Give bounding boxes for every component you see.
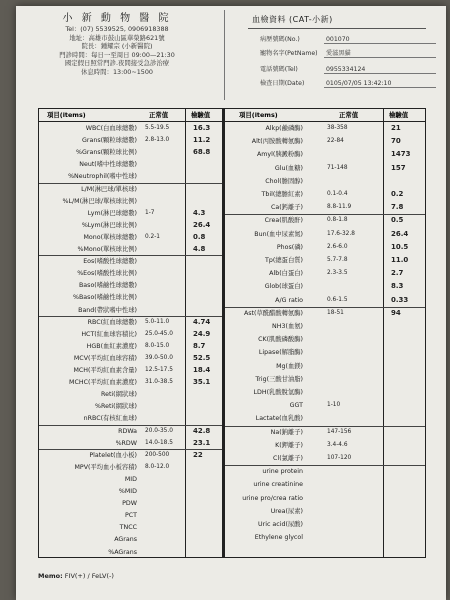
right-result-row (39, 493, 425, 504)
clinic-director: 院長：鍾耀宗 (小新醫院) (81, 42, 153, 51)
left-result-range: 0.2-1 (145, 233, 160, 240)
right-result-row (39, 136, 425, 147)
clinic-rest: 休息時間：13:00~1500 (81, 67, 153, 76)
right-result-value: 157 (391, 163, 406, 172)
results-table (38, 108, 426, 558)
right-result-item: Glob(球蛋白) (264, 283, 303, 291)
right-result-item: LDH(乳酸脫氫酶) (253, 389, 303, 396)
left-result-row (39, 547, 425, 558)
left-result-value: 4.3 (193, 208, 206, 217)
record-title: 血檢資料 (CAT-小新) (252, 15, 333, 24)
right-result-row (39, 479, 425, 490)
right-result-range: 3.4-4.6 (327, 441, 348, 448)
right-result-item: Ast(草酰醋酸轉氨酶) (243, 309, 303, 317)
left-result-item: WBC(白血球總數) (85, 125, 137, 132)
right-result-range: 2.6-6.0 (327, 243, 348, 250)
left-result-item: %Lym(淋巴球比例) (81, 221, 137, 229)
left-result-value: 24.9 (193, 329, 211, 338)
left-result-item: MPV(平均血小板容積) (74, 463, 137, 471)
report-sheet (16, 6, 446, 600)
right-result-row (39, 387, 425, 398)
right-result-value: 70 (391, 137, 401, 146)
clinic-phone: Tel：(07) 5539525, 0906918388 (65, 25, 169, 33)
right-result-item: Na(鈉離子) (270, 428, 303, 436)
right-result-value: 8.3 (391, 282, 404, 291)
right-result-item: Ca(鈣離子) (270, 204, 303, 212)
left-result-value: 26.4 (193, 220, 211, 229)
right-result-row (39, 176, 425, 187)
left-result-item: Grans(顆粒球總數) (82, 137, 137, 145)
right-result-row (39, 532, 425, 543)
left-result-range: 2.8-13.0 (145, 137, 170, 144)
left-result-item: MCH(平均紅血素含量) (73, 367, 137, 374)
left-header-range: 正常值 (149, 111, 169, 119)
right-result-item: NH3(血氨) (272, 323, 303, 330)
right-result-row (39, 268, 425, 279)
right-result-item: Ethylene glycol (254, 534, 303, 542)
right-result-row (39, 361, 425, 372)
clinic-info (22, 12, 212, 77)
right-result-value: 94 (391, 308, 401, 317)
left-result-item: AGrans (114, 536, 137, 544)
right-result-row (39, 347, 425, 358)
left-result-value: 4.8 (193, 245, 206, 253)
record-field-no: 病歷號碼(No.) 001070 (260, 34, 450, 44)
left-result-item: MCV(平均紅血球容積) (73, 354, 137, 362)
left-result-value: 18.4 (193, 366, 211, 374)
right-result-row (39, 440, 425, 451)
right-result-item: Mg(血鎂) (276, 362, 303, 370)
left-header-value: 檢驗值 (191, 111, 211, 119)
right-result-item: urine protein (262, 468, 303, 476)
right-result-row (39, 163, 425, 174)
left-result-item: RBC(紅血球總數) (87, 318, 137, 326)
right-result-range: 0.8-1.8 (327, 217, 348, 224)
right-group-divider (225, 307, 425, 308)
right-result-item: CK(肌酸磷酸酶) (258, 336, 303, 344)
right-result-value: 2.7 (391, 269, 404, 278)
left-result-value: 68.8 (193, 148, 211, 157)
left-result-item: %Mono(單核球比例) (77, 246, 137, 253)
right-result-row (39, 202, 425, 213)
left-result-range: 5.5-19.5 (145, 125, 170, 131)
right-result-row (39, 229, 425, 240)
right-result-item: Lactate(血乳酸) (255, 415, 303, 423)
left-result-item: %RDW (115, 439, 137, 447)
right-result-item: Alt(丙胺酸轉氨酶) (251, 138, 303, 146)
left-result-value: 11.2 (193, 136, 211, 145)
right-result-value: 11.0 (391, 256, 409, 264)
left-result-range: 12.5-17.5 (145, 367, 173, 373)
left-result-value: 52.5 (193, 353, 211, 362)
left-result-value: 22 (193, 450, 203, 459)
report-header (16, 6, 446, 106)
right-result-range: 2.3-3.5 (327, 270, 348, 277)
left-result-item: TNCC (119, 524, 137, 532)
left-group-divider (39, 425, 222, 426)
left-result-item: %L/M(淋巴球/單核球比例) (62, 197, 137, 205)
right-result-item: Glu(血糖) (274, 164, 303, 172)
right-result-item: Amyl(胰澱粉酶) (256, 151, 303, 159)
left-result-item: %Eos(嗜酸性球比例) (77, 270, 137, 278)
right-result-range: 71-148 (327, 164, 348, 171)
left-result-item: HCT(紅血球容積比) (81, 330, 137, 338)
memo-label: Memo: (38, 572, 63, 580)
right-group-divider (225, 426, 425, 427)
left-result-item: %Baso(嗜鹼性球比例) (73, 294, 137, 302)
left-result-item: Mono(單核球總數) (83, 233, 137, 241)
left-result-item: %Neutrophil(嗜中性球) (68, 173, 137, 181)
left-result-item: %MID (118, 488, 137, 495)
right-result-item: Bun(血中尿素氮) (254, 230, 303, 238)
right-result-range: 18-51 (327, 309, 344, 316)
right-result-item: Chol(膽固醇) (265, 177, 303, 185)
left-result-item: HGB(血紅素濃度) (86, 342, 137, 350)
right-result-item: K(鉀離子) (275, 441, 303, 449)
right-header-range: 正常值 (339, 111, 359, 119)
right-result-item: Uric acid(尿酸) (258, 521, 303, 528)
left-result-item: L/M(淋巴球/單核球) (81, 185, 137, 193)
left-result-item: Reti(網狀球) (101, 391, 137, 399)
right-result-row (39, 149, 425, 160)
left-result-item: %Grans(顆粒球比例) (76, 149, 137, 157)
left-result-range: 31.0-38.5 (145, 379, 173, 386)
right-result-item: Tbil(總膽紅素) (261, 191, 303, 198)
right-result-row (39, 189, 425, 200)
clinic-hours: 門診時間：每日一至周日 09:00—21:30 (59, 50, 175, 59)
right-result-item: A/G ratio (275, 296, 303, 304)
right-result-row (39, 506, 425, 517)
right-result-value: 26.4 (391, 229, 409, 238)
header-divider (224, 10, 225, 100)
left-result-range: 200-500 (145, 451, 170, 458)
left-result-value: 4.74 (193, 317, 211, 326)
right-result-value: 21 (391, 124, 401, 132)
right-result-value: 0.2 (391, 190, 404, 198)
right-result-row (39, 334, 425, 345)
right-result-row (39, 374, 425, 385)
left-result-item: Eos(嗜酸性球總數) (83, 258, 137, 266)
left-result-value: 8.7 (193, 341, 206, 350)
right-result-value: 0.33 (391, 295, 409, 304)
right-result-value: 0.5 (391, 216, 404, 225)
left-result-value: 0.8 (193, 232, 206, 241)
right-result-row (39, 281, 425, 292)
left-result-item: PDW (122, 500, 137, 508)
record-field-date: 檢查日期(Date) 0105/07/05 13:42:10 (260, 78, 450, 88)
right-result-item: urine creatinine (253, 481, 303, 489)
left-result-range: 39.0-50.0 (145, 354, 173, 361)
left-result-range: 8.0-15.0 (145, 342, 170, 349)
left-result-item: nRBC(有核紅血球) (83, 415, 137, 423)
right-result-item: Trig(三酸甘油脂) (255, 375, 303, 383)
left-result-value: 35.1 (193, 378, 211, 387)
right-result-range: 1-10 (327, 402, 341, 409)
left-result-range: 14.0-18.5 (145, 439, 173, 446)
record-field-tel: 電話號碼(Tel) 0955334124 (260, 64, 450, 74)
right-result-range: 8.8-11.9 (327, 204, 352, 211)
left-result-item: PCT (124, 512, 137, 520)
right-result-range: 147-156 (327, 428, 352, 435)
left-result-item: RDWa (118, 427, 137, 435)
clinic-name: 小 新 動 物 醫 院 (62, 13, 172, 24)
right-result-row (39, 427, 425, 438)
left-result-range: 5.0-11.0 (145, 318, 170, 325)
left-result-value: 42.8 (193, 426, 211, 435)
left-result-item: Band(帶狀嗜中性球) (78, 306, 137, 314)
left-result-item: MID (124, 475, 137, 483)
left-result-value: 16.3 (193, 124, 211, 132)
right-result-value: 7.8 (391, 203, 404, 212)
memo-text: FIV(+) / FeLV(-) (64, 572, 114, 580)
left-result-item: Lym(淋巴球總數) (87, 209, 137, 217)
left-result-item: Baso(嗜鹼性球總數) (78, 282, 137, 290)
right-result-range: 5.7-7.8 (327, 257, 348, 263)
left-header-item: 項目(items) (47, 111, 86, 119)
right-result-range: 17.6-32.8 (327, 230, 355, 237)
right-result-row (39, 400, 425, 411)
right-result-item: Alkp(鹼磷酶) (265, 125, 303, 132)
record-field-petname: 寵物名字(PetName) 愛滋黑貓 (260, 48, 450, 58)
right-result-item: GGT (289, 402, 303, 410)
right-result-row (39, 242, 425, 253)
memo (38, 572, 114, 580)
left-result-range: 25.0-45.0 (145, 330, 173, 337)
right-result-row (39, 255, 425, 266)
right-result-range: 38-358 (327, 125, 348, 131)
right-result-row (39, 308, 425, 319)
clinic-notice: 國定假日照常門診.夜間接受急診治療 (64, 59, 170, 68)
right-result-row (39, 123, 425, 134)
table-header (39, 109, 425, 122)
left-result-range: 20.0-35.0 (145, 427, 173, 434)
right-result-row (39, 466, 425, 477)
right-result-item: urine pro/crea ratio (242, 494, 303, 502)
right-header-item: 項目(items) (239, 111, 278, 119)
right-result-row (39, 519, 425, 530)
right-result-value: 10.5 (391, 242, 409, 251)
left-result-range: 1-7 (145, 209, 155, 216)
clinic-address: 地址：高雄市鼓山區華榮路621號 (69, 33, 165, 42)
right-result-range: 0.6-1.5 (327, 296, 348, 303)
right-result-range: 107-120 (327, 455, 352, 461)
right-result-item: Urea(尿素) (270, 507, 303, 515)
right-result-item: Cl(氯離子) (273, 455, 303, 462)
left-result-item: MCHC(平均紅血素濃度) (69, 379, 137, 387)
right-result-row (39, 413, 425, 424)
left-result-item: Platelet(血小板) (89, 451, 137, 459)
right-result-row (39, 295, 425, 306)
right-result-item: Phos(磷) (276, 243, 303, 251)
right-result-range: 0.1-0.4 (327, 191, 348, 197)
right-result-item: Crea(肌酸酐) (264, 217, 303, 225)
right-result-item: Alb(白蛋白) (269, 270, 303, 278)
right-group-divider (225, 214, 425, 215)
left-result-item: %Reti(網狀球) (95, 403, 137, 411)
record-title-underline (248, 28, 426, 29)
right-result-value: 1473 (391, 150, 411, 159)
right-group-divider (225, 465, 425, 466)
right-result-row (39, 321, 425, 332)
right-result-range: 22-84 (327, 138, 344, 145)
left-result-item: %AGrans (108, 548, 137, 556)
right-result-item: Tp(總蛋白質) (265, 257, 303, 264)
right-result-row (39, 453, 425, 464)
left-result-item: Neut(嗜中性球總數) (79, 161, 137, 169)
left-result-range: 8.0-12.0 (145, 463, 170, 470)
left-result-value: 23.1 (193, 438, 211, 447)
right-header-value: 檢驗值 (389, 111, 409, 119)
right-result-row (39, 215, 425, 226)
right-result-item: Lipase(解脂酶) (258, 349, 303, 357)
